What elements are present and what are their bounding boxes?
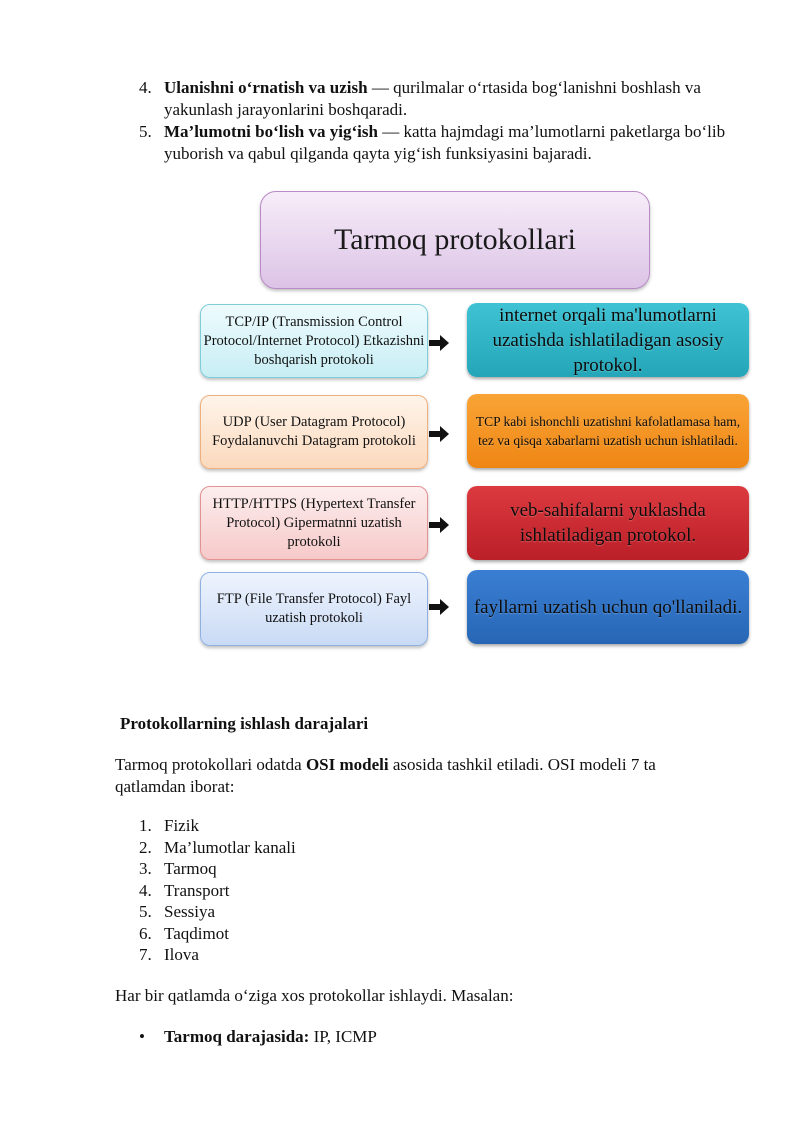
protocol-box-tcpip: TCP/IP (Transmission Control Protocol/Internet Protocol) Etkazishni boshqarish protokoli (200, 304, 428, 378)
right-arrow-icon (429, 426, 449, 442)
list-item (139, 923, 539, 945)
top-numbered-list (139, 77, 739, 164)
right-arrow-icon (429, 335, 449, 351)
description-box-tcpip: internet orqali ma'lumotlarni uzatishda ishlatiladigan asosiy protokol. (467, 303, 749, 377)
bullet-icon: • (139, 1027, 145, 1046)
intro-text-rest: asosida tashkil etiladi. OSI modeli 7 ta qatlamdan iborat: (115, 755, 656, 796)
list-number: 7. (139, 945, 152, 964)
bullet-term: Tarmoq darajasida: (164, 1027, 310, 1046)
list-item (139, 944, 539, 966)
list-item (139, 880, 539, 902)
list-item (139, 815, 539, 837)
right-arrow-icon (429, 599, 449, 615)
list-item-text: — qurilmalar oʻrtasida bogʻlanishni boshlash va yakunlash jarayonlarini boshqaradi. (164, 78, 701, 119)
list-item (139, 837, 539, 859)
protocol-box-ftp: FTP (File Transfer Protocol) Fayl uzatish protokoli (200, 572, 428, 646)
section-heading: Protokollarning ishlash darajalari (120, 714, 369, 733)
description-box-http: veb-sahifalarni yuklashda ishlatiladigan protokol. (467, 486, 749, 560)
osi-layer-label: Fizik (164, 816, 199, 835)
bullet-list (139, 1026, 739, 1048)
osi-layer-label: Transport (164, 880, 230, 900)
list-item-term: Ma’lumotni boʻlish va yigʻish (164, 122, 378, 141)
list-number: 2. (139, 837, 152, 857)
list-item (139, 1026, 739, 1048)
list-item (139, 901, 539, 923)
list-number: 5. (139, 902, 152, 921)
list-number: 3. (139, 859, 152, 878)
osi-model-term: OSI modeli (305, 755, 389, 774)
list-number: 5. (139, 122, 152, 141)
osi-layer-label: Tarmoq (164, 859, 217, 878)
intro-paragraph (115, 754, 725, 797)
bullet-text: IP, ICMP (309, 1027, 377, 1046)
description-box-udp: TCP kabi ishonchli uzatishni kafolatlamasa ham, tez va qisqa xabarlarni uzatish uchun ishlatiladi. (467, 394, 749, 468)
osi-layer-label: Sessiya (164, 902, 215, 921)
protocol-box-http: HTTP/HTTPS (Hypertext Transfer Protocol) Gipermatnni uzatish protokoli (200, 486, 428, 560)
list-item (139, 121, 739, 164)
osi-layer-label: Taqdimot (164, 923, 229, 943)
description-box-ftp: fayllarni uzatish uchun qo'llaniladi. (467, 570, 749, 644)
protocols-diagram (198, 189, 754, 649)
list-number: 4. (139, 78, 152, 97)
list-item-term: Ulanishni oʻrnatish va uzish (164, 78, 368, 97)
protocol-box-udp: UDP (User Datagram Protocol) Foydalanuvchi Datagram protokoli (200, 395, 428, 469)
list-item-text: — katta hajmdagi ma’lumotlarni paketlarga boʻlib yuborish va qabul qilganda qayta yigʻish funksiyasini bajaradi. (164, 122, 726, 163)
right-arrow-icon (429, 517, 449, 533)
osi-layer-label: Ma’lumotlar kanali (164, 837, 296, 857)
diagram-title: Tarmoq protokollari (260, 191, 650, 289)
list-number: 6. (139, 923, 152, 943)
intro-text: Tarmoq protokollari odatda (115, 755, 306, 774)
list-item (139, 77, 739, 120)
osi-layers-list (139, 815, 539, 966)
examples-paragraph: Har bir qatlamda oʻziga xos protokollar ishlaydi. Masalan: (115, 986, 514, 1005)
list-number: 4. (139, 880, 152, 900)
list-number: 1. (139, 816, 152, 835)
list-item (139, 858, 539, 880)
osi-layer-label: Ilova (164, 945, 199, 964)
